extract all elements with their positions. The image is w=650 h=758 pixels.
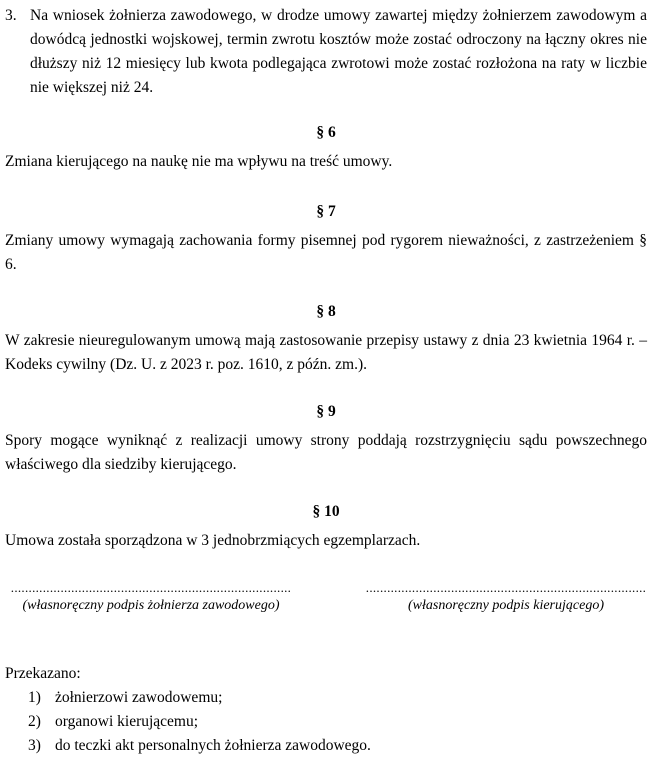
document-page (5, 4, 647, 553)
distribution-item-text: organowi kierującemu; (55, 713, 199, 730)
section-8-text: W zakresie nieuregulowanym umową mają zastosowanie przepisy ustawy z dnia 23 kwietnia 1964 r. – Kodeks cywilny (Dz. U. z 2023 r. poz. 1610, z późn. zm.). (5, 332, 647, 373)
distribution-item-number: 2) (28, 713, 41, 730)
distribution-item-number: 1) (28, 689, 41, 706)
section-6-text: Zmiana kierującego na naukę nie ma wpływu na treść umowy. (5, 153, 393, 170)
distribution-list (5, 662, 647, 758)
section-10-heading: § 10 (312, 503, 340, 520)
point-3-text: Na wniosek żołnierza zawodowego, w drodze umowy zawartej między żołnierzem zawodowym a dowódcą jednostki wojskowej, termin zwrotu kosztów może zostać odroczony na łączny okres nie dłuższy niż 12 miesięcy lub kwota podlegająca zwrotowi może zostać rozłożona na raty w liczbie nie większej niż 24. (30, 7, 647, 96)
section-7-text: Zmiany umowy wymagają zachowania formy pisemnej pod rygorem nieważności, z zastrzeżeniem § 6. (5, 232, 647, 273)
signature-director-caption: (własnoręczny podpis kierującego) (408, 598, 604, 613)
distribution-item-number: 3) (28, 737, 41, 754)
section-9-heading: § 9 (316, 403, 336, 420)
section-7-heading: § 7 (316, 203, 336, 220)
distribution-item-3 (5, 734, 647, 758)
point-3-number: 3. (5, 7, 17, 24)
distribution-item-text: żołnierzowi zawodowemu; (55, 689, 223, 706)
signature-soldier-caption: (własnoręczny podpis żołnierza zawodowego) (22, 598, 280, 613)
section-6-heading: § 6 (316, 124, 336, 141)
distribution-item-1 (5, 686, 647, 710)
signature-row (5, 580, 647, 628)
distribution-item-text: do teczki akt personalnych żołnierza zawodowego. (55, 737, 371, 754)
signature-director (365, 580, 647, 616)
signature-soldier (5, 580, 297, 616)
distribution-item-2 (5, 710, 647, 734)
signature-director-line: ............................................................................... (365, 580, 647, 595)
section-8-heading: § 8 (316, 303, 336, 320)
point-3 (5, 4, 647, 100)
distribution-label: Przekazano: (5, 665, 81, 682)
signature-soldier-line: ............................................................................... (10, 580, 292, 595)
section-10-text: Umowa została sporządzona w 3 jednobrzmiących egzemplarzach. (5, 532, 421, 549)
section-9-text: Spory mogące wyniknąć z realizacji umowy strony poddają rozstrzygnięciu sądu powszechnego właściwego dla siedziby kierującego. (5, 432, 647, 473)
